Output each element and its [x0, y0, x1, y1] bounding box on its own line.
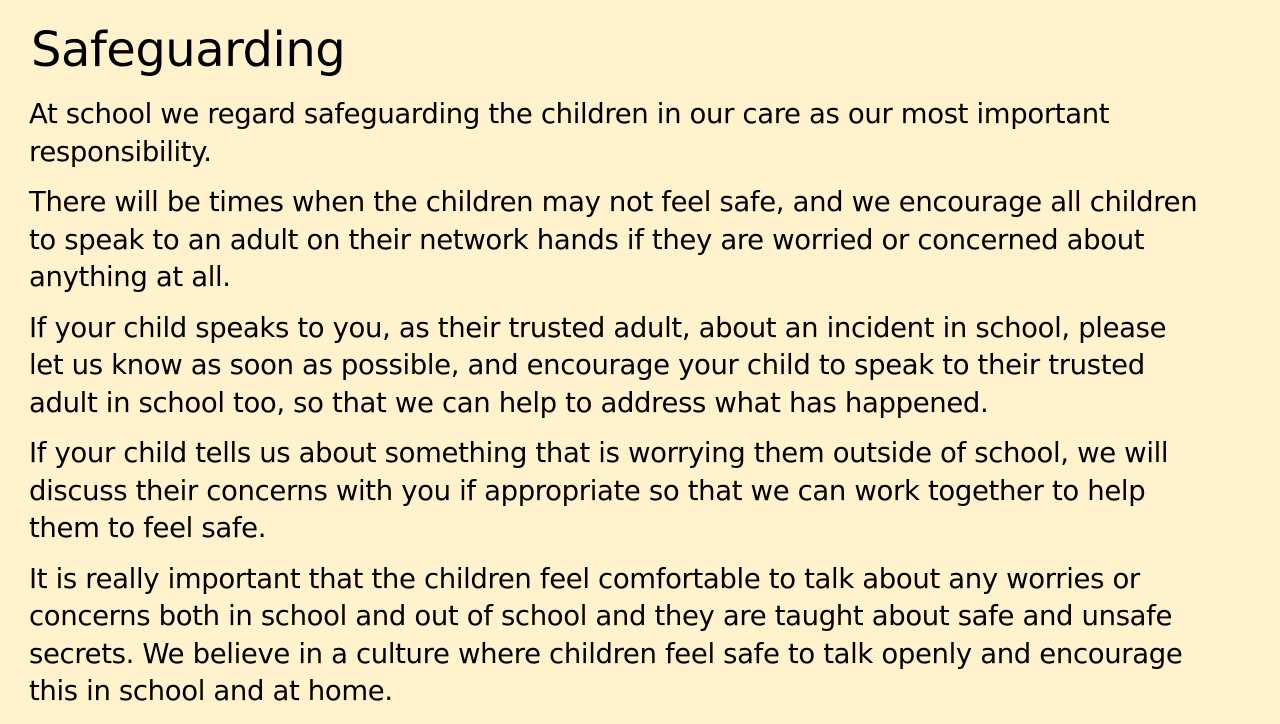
paragraph-trusted-adult — [29, 310, 1261, 423]
text-line: At school we regard safeguarding the children in our care as our most important — [29, 98, 1110, 130]
text-line: There will be times when the children may not feel safe, and we encourage all children — [29, 186, 1198, 218]
text-line: anything at all. — [29, 261, 231, 293]
paragraph-not-feel-safe — [29, 184, 1261, 297]
paragraph-outside-school — [29, 435, 1261, 548]
slide-body — [29, 96, 1261, 724]
paragraph-culture — [29, 561, 1261, 711]
text-line: secrets. We believe in a culture where children feel safe to talk openly and encourage — [29, 637, 1183, 670]
paragraph-responsibility — [29, 96, 1261, 171]
text-line: It is really important that the children feel comfortable to talk about any worries or — [29, 562, 1140, 595]
text-line: If your child tells us about something that is worrying them outside of school, we will — [29, 437, 1169, 469]
text-line: them to feel safe. — [29, 512, 267, 544]
text-line: If your child speaks to you, as their trusted adult, about an incident in school, please — [29, 311, 1167, 344]
text-line: responsibility. — [29, 135, 212, 168]
text-line: concerns both in school and out of school and they are taught about safe and unsafe — [29, 600, 1173, 632]
text-line: discuss their concerns with you if appropriate so that we can work together to help — [29, 474, 1146, 507]
slide-title: Safeguarding — [31, 22, 346, 78]
text-line: this in school and at home. — [29, 675, 393, 707]
text-line: adult in school too, so that we can help to address what has happened. — [29, 386, 989, 419]
text-line: to speak to an adult on their network hands if they are worried or concerned about — [29, 223, 1145, 256]
text-line: let us know as soon as possible, and encourage your child to speak to their trusted — [29, 349, 1145, 381]
